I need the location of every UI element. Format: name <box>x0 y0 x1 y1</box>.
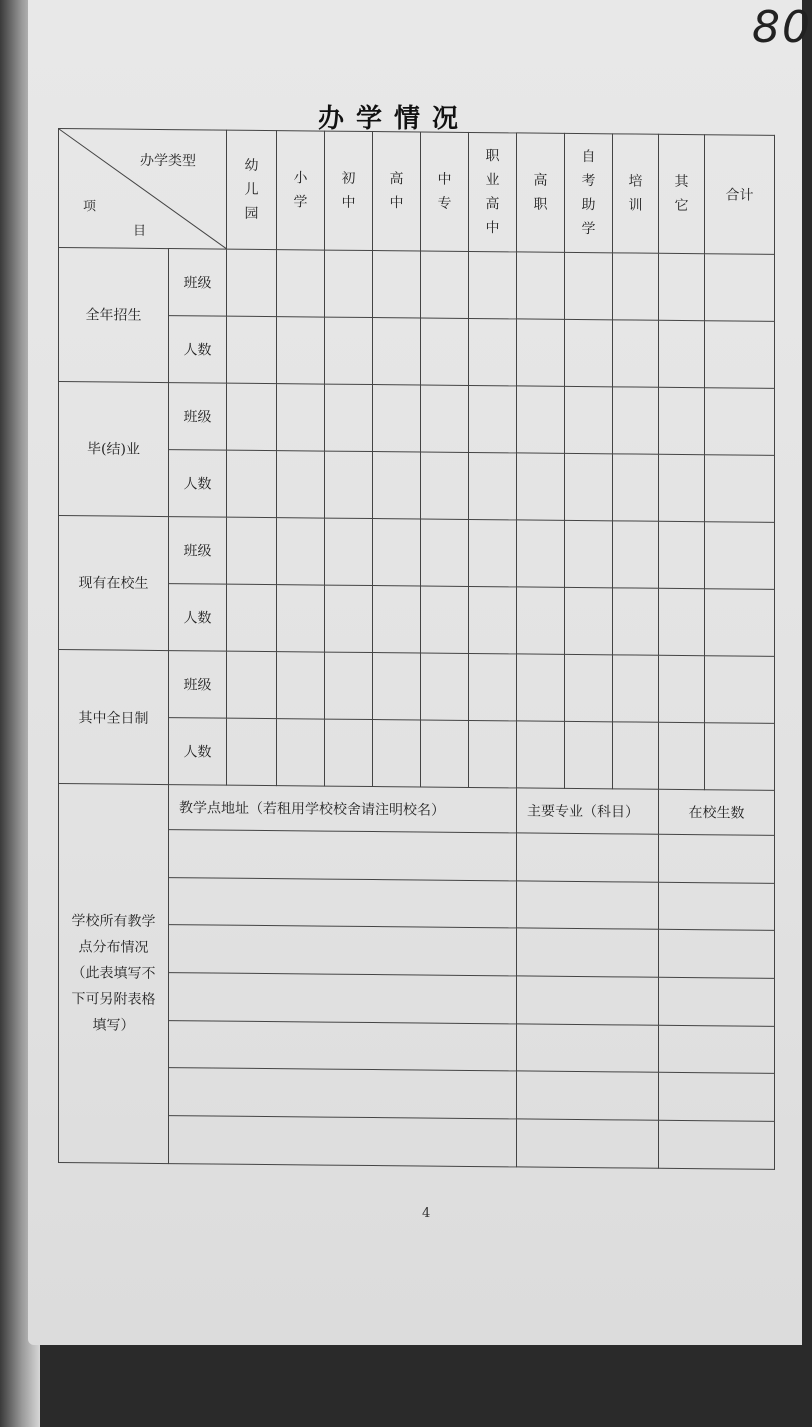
group-label: 其中全日制 <box>59 650 169 785</box>
column-header: 高 职 <box>517 133 565 252</box>
table-row <box>59 515 775 589</box>
row-label: 班级 <box>169 517 227 585</box>
column-header: 小 学 <box>277 131 325 250</box>
group-label: 毕(结)业 <box>59 381 169 516</box>
corner-item-label: 项 <box>83 199 97 215</box>
row-label: 班级 <box>169 382 227 450</box>
page-title: 办学情况 <box>318 104 471 134</box>
column-header: 职 业 高 中 <box>469 132 517 251</box>
group-label: 现有在校生 <box>59 515 169 650</box>
distribution-header-row <box>59 784 775 836</box>
column-header-total: 合计 <box>705 135 775 255</box>
corner-mu-label: 目 <box>133 223 147 239</box>
row-label: 人数 <box>169 315 227 383</box>
major-column-header: 主要专业（科目） <box>517 788 659 834</box>
handwritten-page-number: 80 <box>752 2 812 53</box>
column-header: 中 专 <box>421 132 469 251</box>
row-label: 班级 <box>169 248 227 316</box>
row-label: 人数 <box>169 718 227 786</box>
corner-type-label: 办学类型 <box>140 152 196 170</box>
page-number: 4 <box>422 1206 431 1221</box>
column-header: 高 中 <box>373 132 421 251</box>
column-header: 培 训 <box>613 134 659 253</box>
column-header: 其 它 <box>659 134 705 253</box>
school-operation-table <box>58 128 775 1170</box>
header-corner-cell <box>59 129 227 249</box>
table-row <box>59 650 775 724</box>
table-row <box>59 247 775 321</box>
row-label: 班级 <box>169 651 227 719</box>
table-row <box>59 381 775 455</box>
row-label: 人数 <box>169 449 227 517</box>
address-column-header: 教学点地址（若租用学校校舍请注明校名） <box>169 785 517 833</box>
header-row <box>59 129 775 255</box>
group-label: 全年招生 <box>59 247 169 382</box>
column-header: 幼 儿 园 <box>227 130 277 249</box>
column-header: 自 考 助 学 <box>565 133 613 252</box>
distribution-label: 学校所有教学点分布情况（此表填写不下可另附表格填写） <box>59 784 169 1164</box>
row-label: 人数 <box>169 584 227 652</box>
column-header: 初 中 <box>325 131 373 250</box>
students-column-header: 在校生数 <box>659 789 775 835</box>
